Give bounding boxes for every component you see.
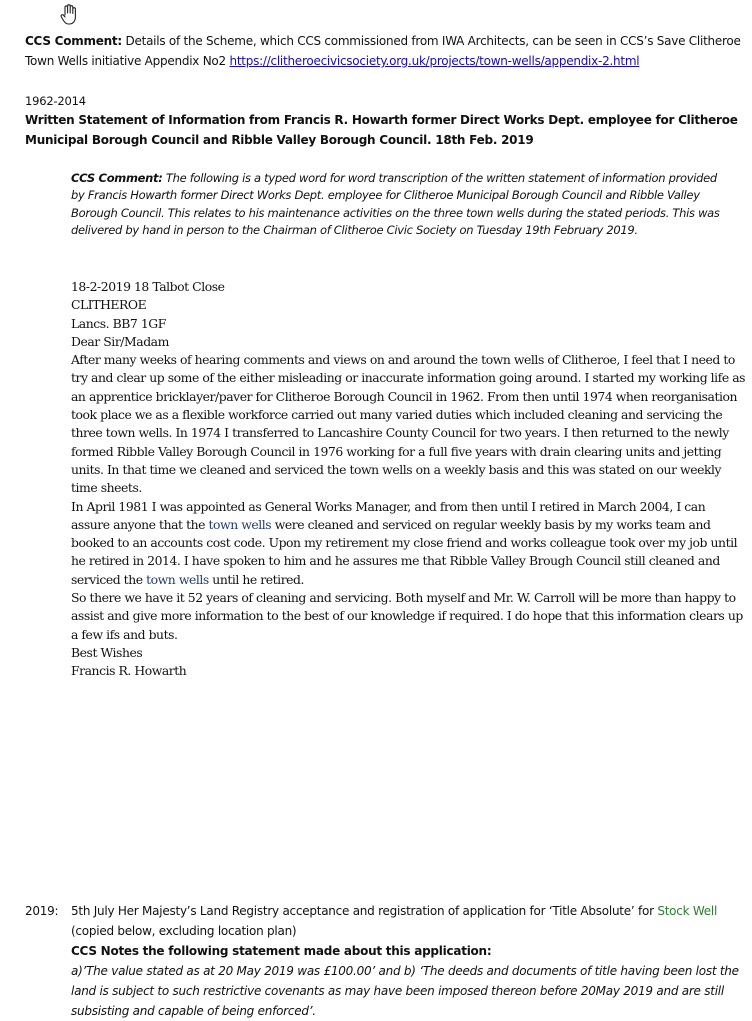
appendix-link[interactable]: https://clitheroecivicsociety.org.uk/projects/town-wells/appendix-2.html (229, 54, 640, 68)
land-registry-entry (71, 901, 747, 1021)
howarth-letter (71, 278, 747, 681)
town-wells-highlight-1: town wells (208, 516, 272, 532)
town-wells-highlight-2: town wells (146, 571, 209, 587)
ccs-comment-appendix (25, 31, 745, 71)
ccs-comment-transcription (71, 170, 731, 240)
ccs-comment-label: CCS Comment: (25, 34, 122, 48)
ccs-comment-text: Details of the Scheme, which CCS commissioned from IWA Architects, can be seen in CCS’s Save Clitheroe Town Wells initiative Appendix No2 (25, 34, 741, 68)
letter-paragraph-2-part-b: were cleaned and serviced on regular weekly basis by my works team and booked to an accounts cost code. Upon my retirement my close friend and works colleague took over my job until he retired in 2014. I have spoken to him and he assures me that Ribble Valley Brough Council still cleaned and serviced the (71, 516, 738, 587)
ccs-notes-heading: CCS Notes the following statement made about this application: (71, 944, 492, 958)
letter-address-line-1: 18-2-2019 18 Talbot Close (71, 279, 225, 294)
letter-signature: Francis R. Howarth (71, 663, 187, 679)
land-registry-text: 5th July Her Majesty’s Land Registry acceptance and registration of application for ‘Title Absolute’ for (71, 904, 658, 918)
hand-cursor-icon (59, 4, 79, 26)
land-registry-note: (copied below, excluding location plan) (71, 924, 297, 938)
letter-paragraph-2-part-a: In April 1981 I was appointed as General Works Manager, and from then until I retired in March 2004, I can assure anyone that the (71, 498, 706, 532)
letter-paragraph-2-part-c: until he retired. (208, 571, 305, 587)
land-registry-line (71, 901, 747, 941)
letter-address-line-2: CLITHEROE (71, 297, 147, 313)
stock-well-highlight: Stock Well (657, 904, 718, 918)
ccs-comment-label-2: CCS Comment: (71, 171, 163, 185)
letter-paragraph-1: After many weeks of hearing comments and views on and around the town wells of Clitheroe, I feel that I need to try and clear up some of the either misleading or inaccurate information going around. I started my working life as an apprentice bricklayer/paver for Clitheroe Borough Council in 1962. From then until 1974 when reorganisation took place we as a flexible workforce carried out many varied duties which included cleaning and servicing the three town wells. In 1974 I transferred to Lancashire County Council for two years. I then returned to the newly formed Ribble Valley Borough Council in 1976 working for a full five years with drain clearing units and jetting units. In that time we cleaned and serviced the town wells on a weekly basis and this was stated on our weekly time sheets. (71, 352, 746, 496)
letter-paragraph-2 (71, 498, 747, 589)
year-2019-label: 2019: (25, 904, 59, 918)
letter-paragraph-3: So there we have it 52 years of cleaning and servicing. Both myself and Mr. W. Carroll will be more than happy to assist and give more information to the best of our knowledge if required. I do hope that this information clears up a few ifs and buts. (71, 590, 743, 642)
ccs-comment-transcription-text: The following is a typed word for word transcription of the written statement of information provided by Francis Howarth former Direct Works Dept. employee for Clitheroe Municipal Borough Council and Ribble Valley Borough Council. This relates to his maintenance activities on the three town wells during the stated periods. This was delivered by hand in person to the Chairman of Clitheroe Civic Society on Tuesday 19th February 2019. (71, 171, 720, 238)
letter-address-line-3: Lancs. BB7 1GF (71, 315, 166, 331)
year-range-label: 1962-2014 (25, 94, 86, 108)
letter-signoff: Best Wishes (71, 644, 143, 660)
land-registry-quote: a)’The value stated as at 20 May 2019 was £100.00’ and b) ‘The deeds and documents of title having been lost the land is subject to such restrictive covenants as may have been imposed thereon before 20May 2019 and are still subsisting and capable of being enforced’. (71, 964, 739, 1018)
statement-title: Written Statement of Information from Francis R. Howarth former Direct Works Dept. employee for Clitheroe Municipal Borough Council and Ribble Valley Borough Council. 18th Feb. 2019 (25, 113, 738, 147)
letter-salutation: Dear Sir/Madam (71, 333, 169, 349)
